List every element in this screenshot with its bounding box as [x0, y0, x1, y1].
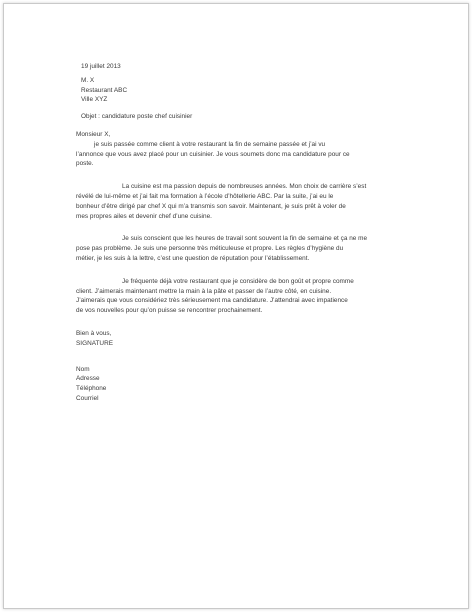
recipient-city: Ville XYZ [81, 96, 108, 104]
paragraph-line: de vos nouvelles pour qu’on puisse se rencontrer prochainement. [76, 307, 263, 315]
paragraph-line: révélé de lui-même et j’ai fait ma formation à l’école d’hôtellerie ABC. Par la suite, j’ai eu le [76, 192, 334, 200]
paragraph-line: poste. [76, 160, 94, 168]
paragraph-motivation [76, 277, 408, 316]
paragraph-line: Je fréquente déjà votre restaurant que je considère de bon goût et propre comme [122, 277, 354, 285]
paragraph-passion [76, 182, 408, 221]
paragraph-line: J’aimerais que vous considériez très sérieusement ma candidature. J’attendrai avec impatience [76, 297, 348, 305]
sender-email: Courriel [76, 394, 99, 402]
paragraph-line: l’annonce que vous avez placé pour un cuisinier. Je vous soumets donc ma candidature pour ce [76, 150, 350, 158]
sender-phone: Téléphone [76, 385, 107, 393]
letter-date: 19 juillet 2013 [81, 63, 121, 70]
paragraph-line: métier, je les suis à la lettre, c’est une question de réputation pour l’établissement. [76, 254, 310, 262]
letter-closing [76, 329, 408, 349]
recipient-company: Restaurant ABC [81, 86, 128, 94]
paragraph-line: je suis passée comme client à votre restaurant la fin de semaine passée et j’ai vu [94, 140, 326, 148]
paragraph-line: La cuisine est ma passion depuis de nombreuses années. Mon choix de carrière s’est [122, 183, 367, 191]
paragraph-availability [76, 234, 408, 263]
paragraph-line: pose pas problème. Je suis une personne très méticuleuse et propre. Les règles d’hygiène du [76, 245, 344, 253]
letter-body [76, 62, 408, 404]
sender-name: Nom [76, 365, 90, 373]
sender-contact [76, 365, 408, 404]
paragraph-line: Je suis conscient que les heures de travail sont souvent la fin de semaine et ça ne me [122, 235, 368, 243]
recipient-name: M. X [81, 76, 95, 84]
recipient-address [81, 76, 408, 105]
paragraph-line: bonheur d’être dirigé par chef X qui m’a transmis son savoir. Maintenant, je suis prêt à voler de [76, 202, 346, 210]
paragraph-line: client. J’aimerais maintenant mettre la main à la pâte et passer de l’autre côté, en cuisine. [76, 287, 332, 295]
letter-salutation: Monsieur X, [76, 130, 111, 138]
closing-formula: Bien à vous, [76, 329, 112, 337]
paragraph-intro [76, 140, 408, 169]
letter-subject: Objet : candidature poste chef cuisinier [81, 113, 193, 121]
document-page [3, 3, 469, 609]
paragraph-line: mes propres ailes et devenir chef d’une cuisine. [76, 212, 212, 220]
signature: SIGNATURE [76, 339, 113, 347]
sender-address: Adresse [76, 375, 100, 383]
